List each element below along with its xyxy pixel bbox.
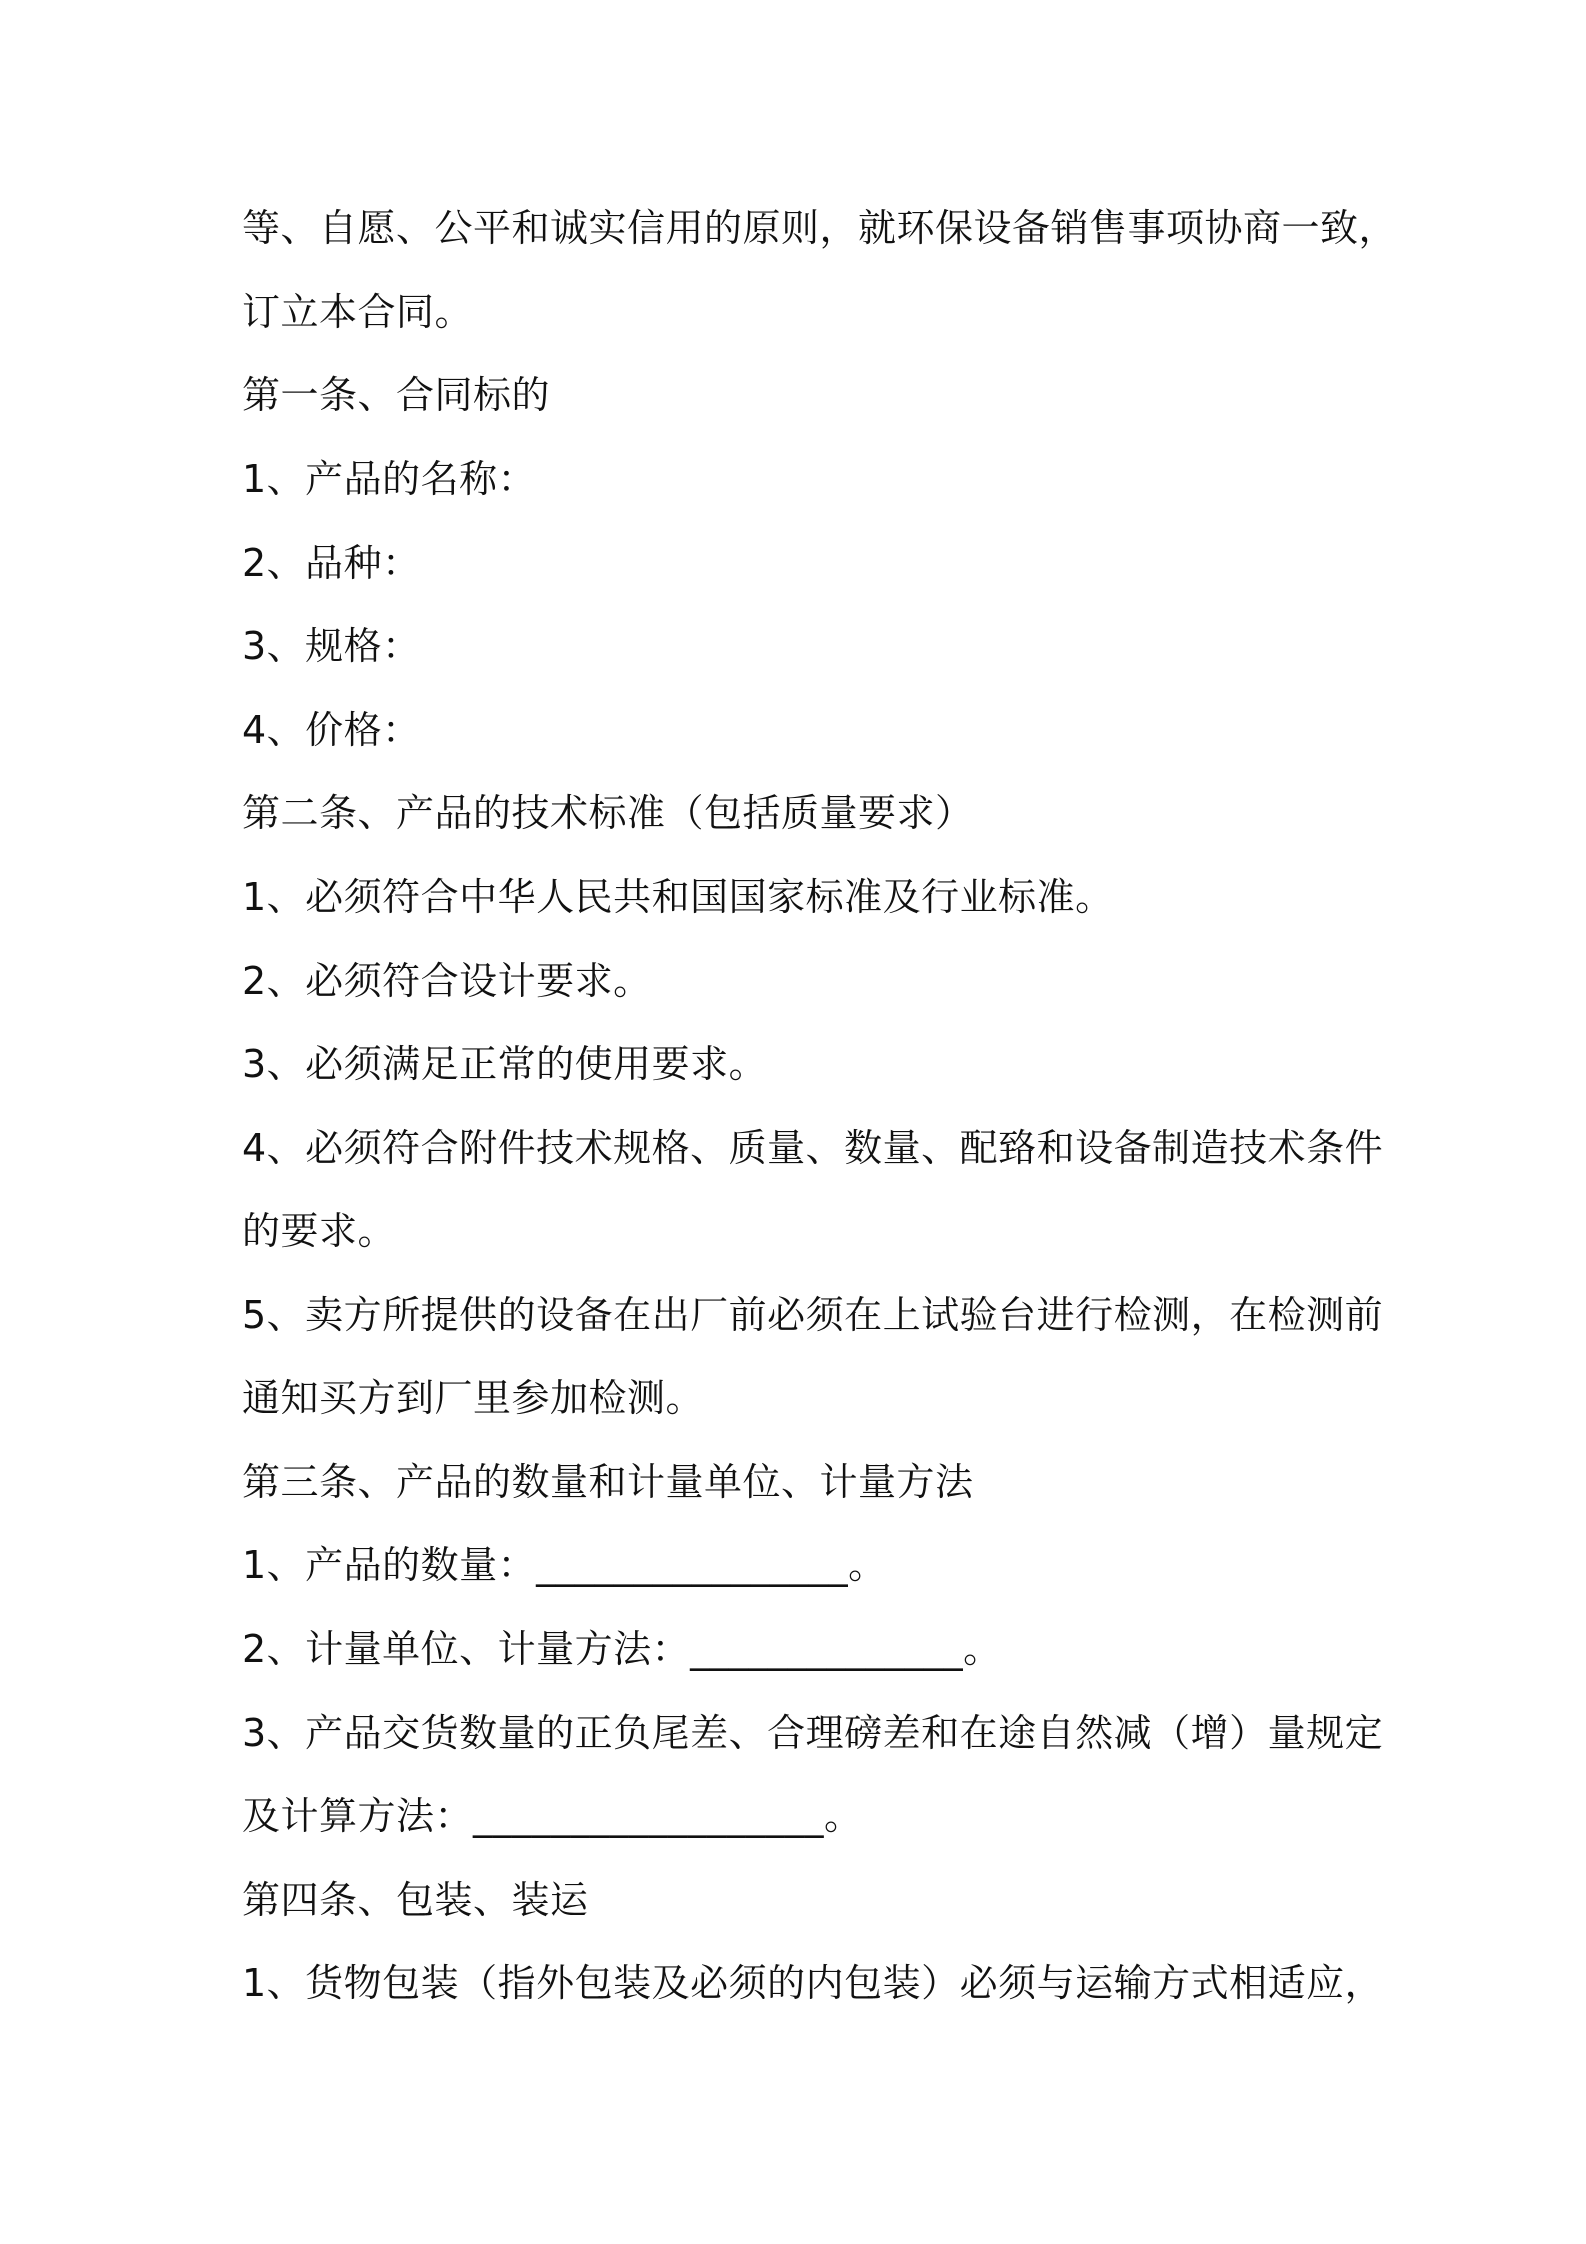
list-item: 2、必须符合设计要求。 — [242, 959, 652, 1003]
list-item: 4、必须符合附件技术规格、质量、数量、配臵和设备制造技术条件 — [242, 1126, 1384, 1170]
list-item: 2、计量单位、计量方法：______________。 — [242, 1627, 1002, 1671]
list-item-continuation: 及计算方法：__________________。 — [242, 1794, 863, 1838]
article-heading: 第一条、合同标的 — [242, 373, 551, 417]
list-item: 3、规格： — [242, 624, 421, 668]
list-item: 3、必须满足正常的使用要求。 — [242, 1042, 768, 1086]
article-heading: 第三条、产品的数量和计量单位、计量方法 — [242, 1460, 974, 1504]
paragraph-line: 订立本合同。 — [242, 290, 474, 334]
list-item: 1、货物包装（指外包装及必须的内包装）必须与运输方式相适应， — [242, 1961, 1384, 2005]
list-item: 1、产品的名称： — [242, 457, 537, 501]
list-item: 2、品种： — [242, 541, 421, 585]
list-item: 4、价格： — [242, 708, 421, 752]
article-heading: 第四条、包装、装运 — [242, 1878, 589, 1922]
list-item-continuation: 通知买方到厂里参加检测。 — [242, 1376, 705, 1420]
list-item: 3、产品交货数量的正负尾差、合理磅差和在途自然减（增）量规定 — [242, 1711, 1384, 1755]
paragraph-line: 等、自愿、公平和诚实信用的原则，就环保设备销售事项协商一致， — [242, 206, 1398, 250]
list-item: 5、卖方所提供的设备在出厂前必须在上试验台进行检测，在检测前 — [242, 1293, 1384, 1337]
article-heading: 第二条、产品的技术标准（包括质量要求） — [242, 791, 974, 835]
list-item: 1、必须符合中华人民共和国国家标准及行业标准。 — [242, 875, 1114, 919]
list-item: 1、产品的数量：________________。 — [242, 1543, 887, 1587]
list-item-continuation: 的要求。 — [242, 1209, 397, 1253]
